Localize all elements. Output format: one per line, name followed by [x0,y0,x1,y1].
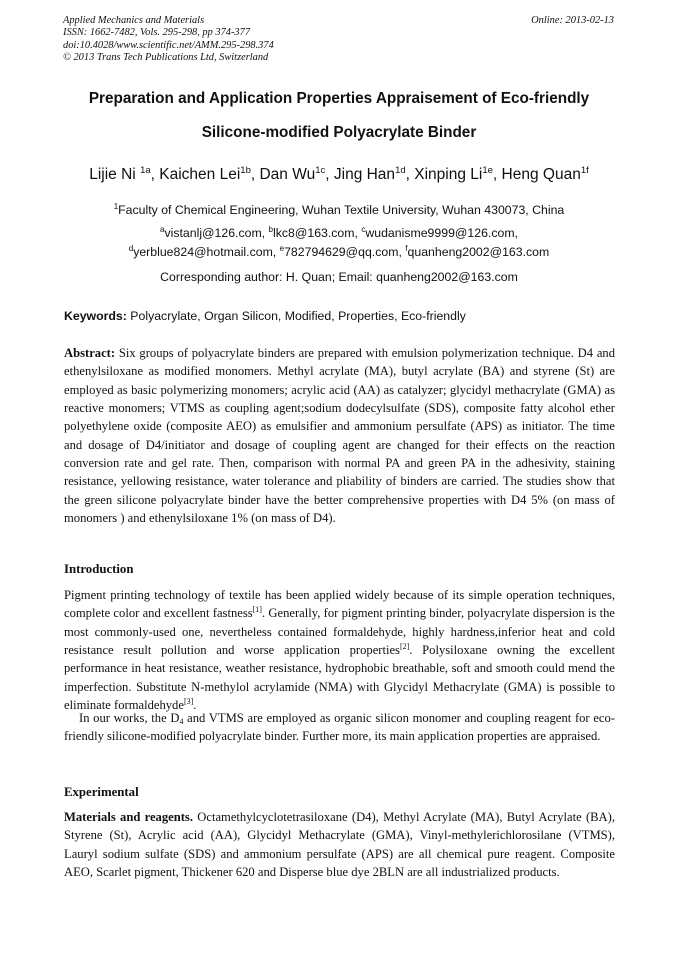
email-address[interactable]: vistanlj@126.com, [164,226,269,240]
affiliation-text: Faculty of Chemical Engineering, Wuhan Textile University, Wuhan 430073, China [118,203,565,217]
email-line-1 [20,226,658,240]
paragraph-text: . [193,698,197,713]
keywords-text: Polyacrylate, Organ Silicon, Modified, Properties, Eco-friendly [126,309,466,323]
materials-paragraph [64,808,615,881]
abstract [64,344,615,527]
author-list [20,166,658,184]
author-name: Kaichen Lei [159,166,241,183]
paragraph-text: In our works, the D [79,711,180,725]
email-mark: d [128,244,134,253]
keywords-label: Keywords: [64,309,127,323]
abstract-text: Six groups of polyacrylate binders are prepared with emulsion polymerization technique. D4 and ethenylsiloxane as modified monomers. Methyl acrylate (MA), butyl acrylate (BA) and styrene (St) are employed as basic polymerizing monomers; acrylic acid (AA) as catalyzer; glycidyl methacrylate (GMA) as reactive monomers; VTMS as coupling agent;sodium dodecylsulfate (SDS), composite fatty alcohol ether polyethylene oxide (composite AEO) as emulsifier and ammonium persulfate (APS) as initiator. The time and dosage of D4/initiator and dosage of coupling agent are changed for their effects on the reaction conversion rate and gel rate. Then, comparison with normal PA and green PA in the adhesivity, staining resistance, yellowing resistance, water tolerance and pliability of binders are carried. The studies show that the green silicone polyacrylate binder have the better comprehensive properties with D4 5% (on mass of monomers ) and ethenylsiloxane 1% (on mass of D4). [64,346,615,526]
introduction-paragraph-2 [64,709,615,746]
corresponding-author: Corresponding author: H. Quan; Email: quanheng2002@163.com [160,270,518,284]
author-affiliation-mark: 1b [240,165,251,176]
author-name: Jing Han [333,166,396,183]
email-mark: b [268,225,273,234]
paragraph-text: . Polysiloxane owning the excellent performance in heat resistance, weather resistance, hydrophobic breathable, soft and smooth could mend the imperfection. Substitute N-methylol acrylamide (NMA) with Glycidyl Methacrylate (GMA) is possible to eliminate formaldehyde [64,643,615,713]
author-affiliation-mark: 1a [140,165,151,176]
email-mark: e [279,244,285,253]
author-name: Xinping Li [414,166,483,183]
affiliation-mark: 1 [113,202,119,211]
materials-label: Materials and reagents. [64,810,193,824]
author-affiliation-mark: 1c [315,165,326,176]
author-name: Lijie Ni [89,166,141,183]
email-address[interactable]: wudanisme9999@126.com, [365,226,518,240]
journal-name: Applied Mechanics and Materials [63,15,205,26]
materials-text: Octamethylcyclotetrasiloxane (D4), Methyl Acrylate (MA), Butyl Acrylate (BA), Styrene (St), Acrylic acid (AA), Glycidyl Methacrylate (GMA), Vinyl-methylerichlorosilane (VTMS), Lauryl sodium sulfate (SDS) and ammonium persulfate (APS) are all chemical pure reagent. Composite AEO, Scarlet pigment, Thickener 620 and Disperse blue dye 2BLN are all industrialized products. [64,810,615,880]
paper-title-line-2: Silicone-modified Polyacrylate Binder [201,124,477,141]
subscript: 4 [179,717,184,726]
doi-line: doi:10.4028/www.scientific.net/AMM.295-298.374 [63,39,274,51]
citation[interactable]: [2] [399,642,410,652]
issn-line: ISSN: 1662-7482, Vols. 295-298, pp 374-377 [63,27,251,39]
email-mark: f [405,244,408,253]
email-mark: a [160,225,165,234]
citation[interactable]: [1] [252,605,262,615]
journal-header [63,15,274,65]
abstract-label: Abstract: [64,346,116,360]
email-address[interactable]: lkc8@163.com, [273,226,362,240]
affiliation [20,203,658,217]
keywords [64,309,466,323]
author-affiliation-mark: 1e [482,165,493,176]
email-address[interactable]: yerblue824@hotmail.com, [133,245,280,259]
paper-title-line-1: Preparation and Application Properties Appraisement of Eco-friendly [88,90,590,107]
citation[interactable]: [3] [183,697,194,707]
email-address[interactable]: 782794629@qq.com, [284,245,406,259]
author-affiliation-mark: 1d [395,165,406,176]
email-line-2 [20,245,658,259]
copyright-line: © 2013 Trans Tech Publications Ltd, Switzerland [63,52,269,64]
paragraph-text: Pigment printing technology of textile has been applied widely because of its simple operation techniques, complete color and excellent fastness [64,588,615,621]
online-date: Online: 2013-02-13 [531,15,614,26]
paragraph-text: . Generally, for pigment printing binder, polyacrylate dispersion is the most commonly-used one, nevertheless contained formaldehyde, highly hardness,inferior heat and cold resistance result pollution and worse application properties [64,606,615,658]
author-separator: , [325,166,334,183]
email-mark: c [361,225,366,234]
introduction-heading: Introduction [64,562,134,576]
author-separator: , [492,166,502,183]
author-name: Heng Quan [501,166,581,183]
author-separator: , [150,166,160,183]
introduction-paragraph-1 [64,586,615,714]
author-separator: , [405,166,415,183]
experimental-heading: Experimental [64,785,139,799]
author-name: Dan Wu [259,166,316,183]
author-affiliation-mark: 1f [580,165,589,176]
paragraph-text: and VTMS are employed as organic silicon monomer and coupling reagent for eco-friendly silicone-modified polyacrylate binder. Further more, its main application properties are appraised. [64,711,615,744]
author-separator: , [250,166,260,183]
email-address[interactable]: quanheng2002@163.com [407,245,550,259]
